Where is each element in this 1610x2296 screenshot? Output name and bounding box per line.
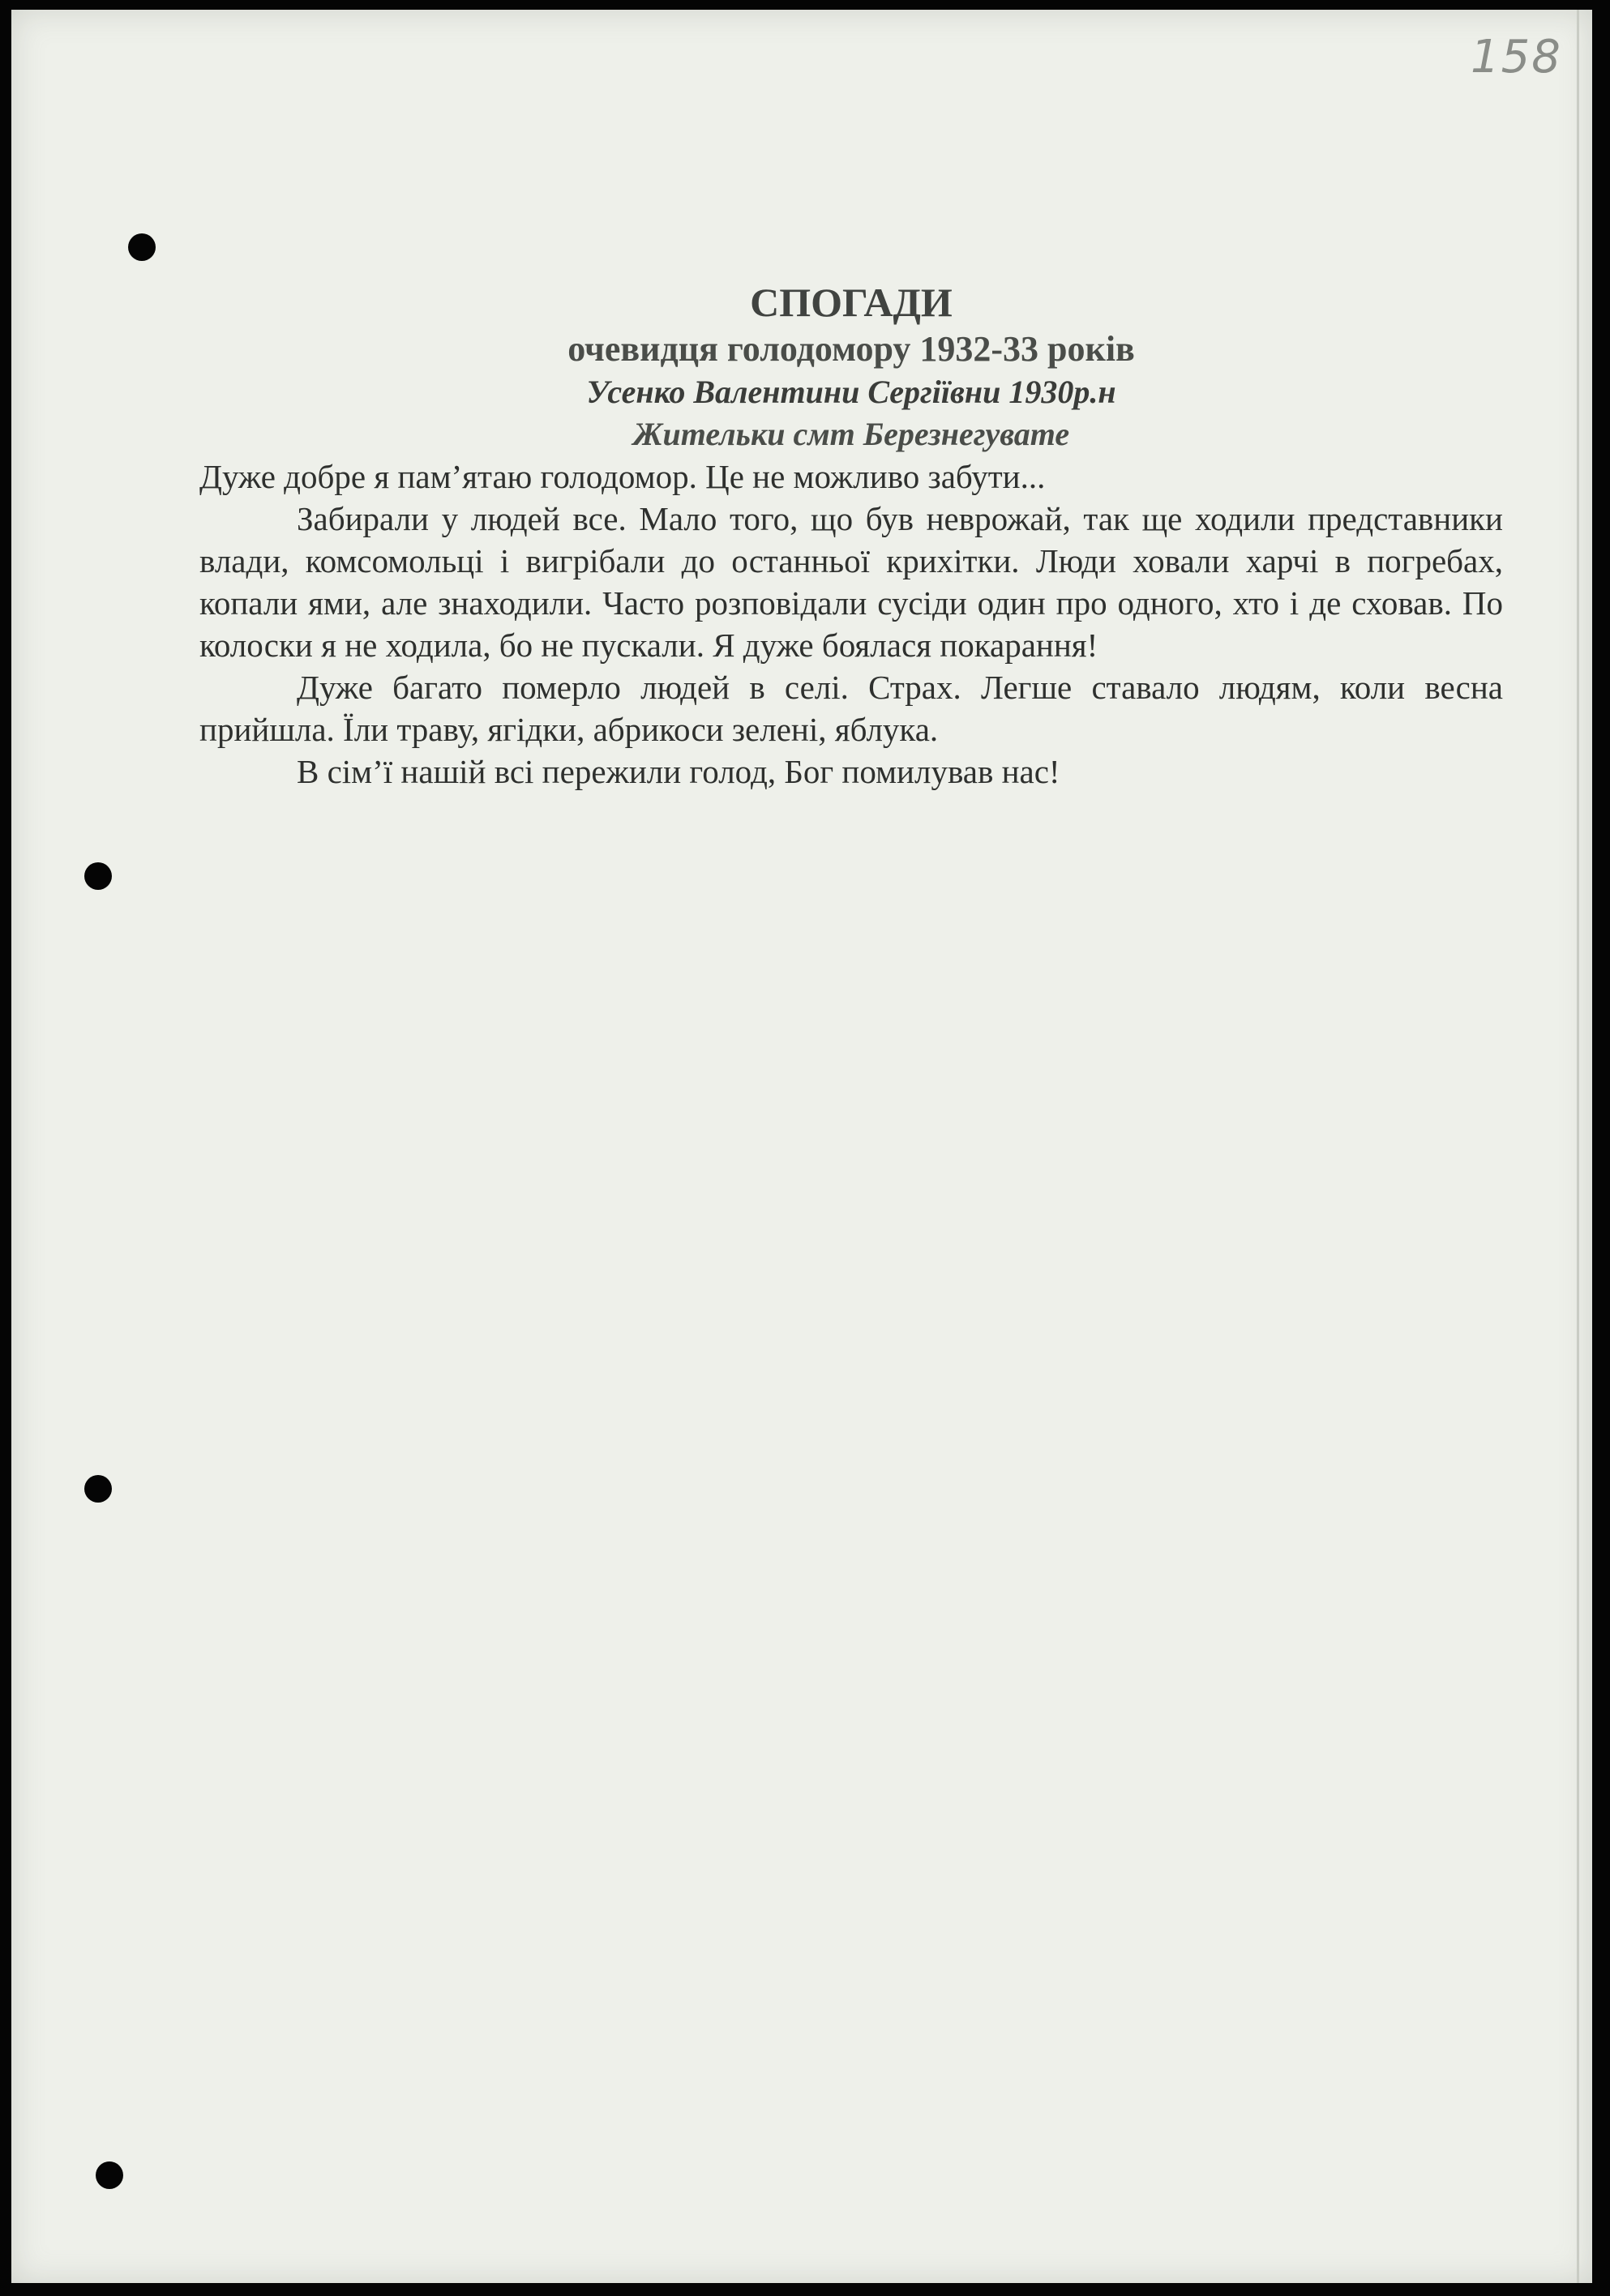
punch-hole — [84, 1475, 112, 1503]
document-content — [199, 277, 1503, 793]
document-page — [11, 10, 1592, 2283]
witness-residence: Жительки смт Березнегувате — [632, 416, 1070, 452]
paragraph: Дуже добре я пам’ятаю голодомор. Це не можливо забути... — [199, 458, 1046, 495]
punch-hole — [84, 862, 112, 890]
handwritten-page-number: 158 — [1471, 31, 1562, 83]
paragraph: Забирали у людей все. Мало того, що був неврожай, так ще ходили представники влади, комсомольці і вигрібали до останньої крихітки. Люди ховали харчі в погребах, копали ями, але знаходили. Часто розповідали сусіди один про одного, хто і де сховав. По колоски я не ходила, бо не пускали. Я дуже боялася покарання! — [199, 500, 1503, 664]
page-edge-line — [1577, 10, 1579, 2283]
document-subtitle: очевидця голодомору 1932-33 років — [567, 329, 1135, 369]
paragraph: Дуже багато померло людей в селі. Страх. Легше ставало людям, коли весна прийшла. Їли траву, ягідки, абрикоси зелені, яблука. — [199, 669, 1503, 748]
punch-hole — [96, 2161, 123, 2189]
paragraph: В сім’ї нашій всі пережили голод, Бог помилував нас! — [297, 753, 1060, 790]
punch-hole — [128, 233, 156, 261]
witness-name: Усенко Валентини Сергіївни 1930р.н — [586, 374, 1116, 410]
document-title: СПОГАДИ — [750, 280, 953, 325]
